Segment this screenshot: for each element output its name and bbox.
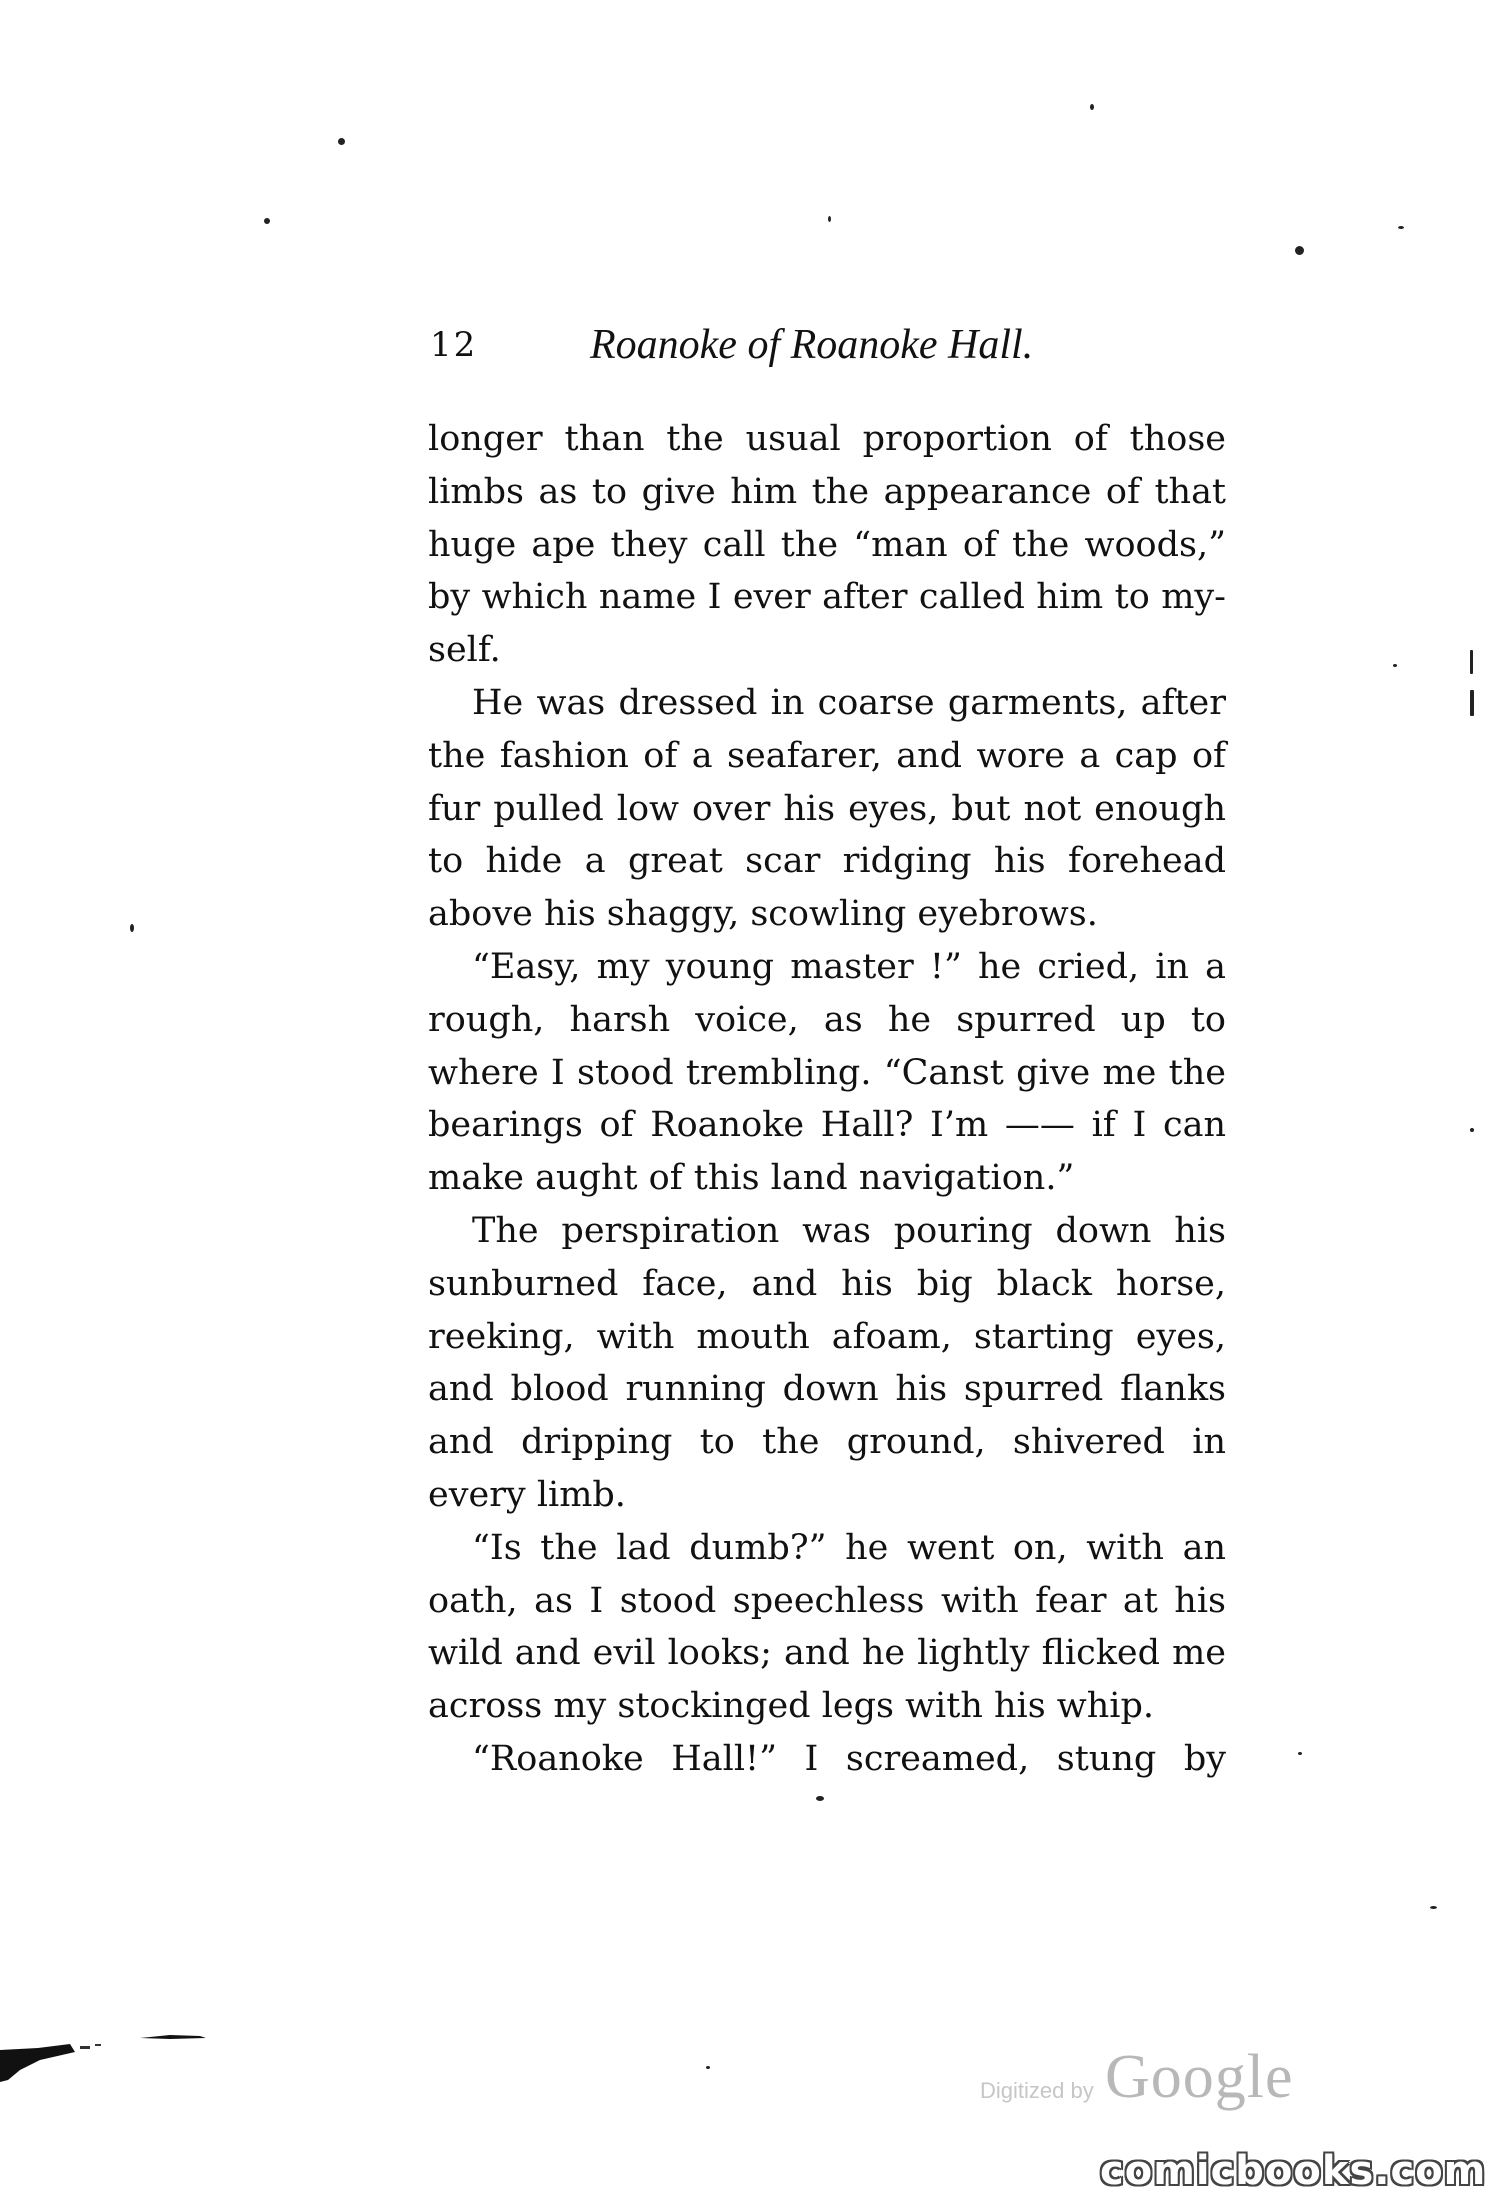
scan-speck [1298, 1752, 1302, 1755]
digitized-by-label: Digitized by [980, 2078, 1094, 2103]
page-number: 12 [430, 325, 478, 365]
paragraph: longer than the usual proportion of those limbs as to give him the appearance of that huge ape they call the “man of the woods,” by which name I ever after called him to my-self. [428, 419, 1226, 671]
running-title: Roanoke of Roanoke Hall. [590, 322, 1034, 368]
scan-speck [1470, 650, 1473, 674]
scan-speck [1393, 664, 1397, 667]
scan-speck [264, 218, 270, 224]
site-watermark: comicbooks.com [1100, 2148, 1487, 2194]
google-watermark [980, 2043, 1300, 2118]
scan-speck [706, 2066, 710, 2069]
page-header [430, 322, 1230, 375]
scan-speck [1398, 226, 1404, 229]
scan-speck [1090, 104, 1094, 110]
paragraph: He was dressed in coarse garments, after the fashion of a seafarer, and wore a cap of fur pulled low over his eyes, but not enough to hide a great scar ridging his forehead above his shaggy, scowling eyebrows. [428, 682, 1226, 935]
scan-speck [816, 1796, 824, 1801]
paragraph: “Roanoke Hall!” I screamed, stung by [472, 1738, 1226, 1779]
scan-speck [1430, 1906, 1437, 1909]
scan-speck [130, 924, 134, 932]
scan-speck [1470, 690, 1474, 716]
scan-dash-mark [140, 2032, 210, 2042]
paragraph: “Is the lad dumb?” he went on, with an oath, as I stood speechless with fear at his wild and evil looks; and he lightly flicked me across my stockinged legs with his whip. [428, 1527, 1226, 1727]
body-text [428, 413, 1226, 1786]
scan-edge-mark [0, 2030, 120, 2090]
scan-speck [828, 216, 831, 222]
paragraph: The perspiration was pouring down his sunburned face, and his big black horse, reeking, with mouth afoam, starting eyes, and blood running down his spurred flanks and dripping to the ground, shivered in every limb. [428, 1210, 1226, 1515]
scan-speck [1295, 246, 1304, 255]
scan-speck [338, 138, 345, 145]
scan-speck [1470, 1128, 1474, 1132]
paragraph: “Easy, my young master !” he cried, in a rough, harsh voice, as he spurred up to where I stood trembling. “Canst give me the bearings of Roanoke Hall? I’m —— if I can make aught of this land navigation.” [428, 946, 1226, 1199]
google-logo-text: Google [1105, 2043, 1294, 2111]
